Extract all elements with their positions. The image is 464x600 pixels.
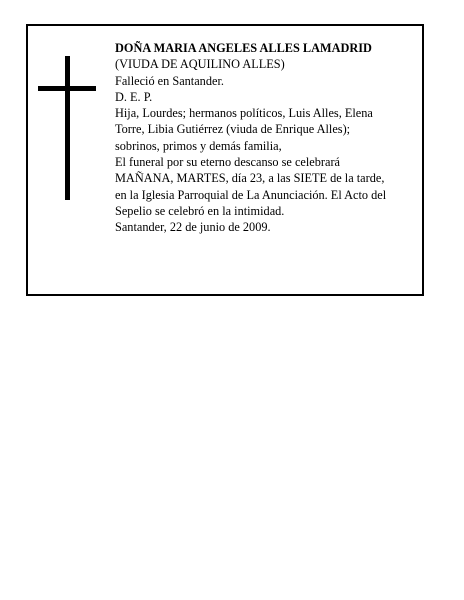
cross-vertical-bar	[65, 56, 70, 200]
funeral-line: Sepelio se celebró en la intimidad.	[115, 203, 285, 218]
funeral-line: en la Iglesia Parroquial de La Anunciación. El Acto del	[115, 187, 387, 202]
deceased-name: DOÑA MARIA ANGELES ALLES LAMADRID	[115, 41, 372, 55]
place-date: Santander, 22 de junio de 2009.	[115, 220, 271, 235]
family-line: sobrinos, primos y demás familia,	[115, 138, 282, 153]
obituary-notice	[26, 24, 424, 296]
funeral-line: El funeral por su eterno descanso se celebrará	[115, 155, 340, 170]
family-line: Hija, Lourdes; hermanos políticos, Luis Alles, Elena	[115, 106, 373, 121]
family-line: Torre, Libia Gutiérrez (viuda de Enrique Alles);	[115, 122, 351, 137]
widow-of: (VIUDA DE AQUILINO ALLES)	[115, 57, 285, 72]
notice-text	[115, 40, 420, 236]
death-place: Falleció en Santander.	[115, 73, 224, 88]
cross-horizontal-bar	[38, 86, 96, 91]
cross-icon	[38, 56, 96, 200]
rip-line: D. E. P.	[115, 89, 153, 104]
funeral-line: MAÑANA, MARTES, día 23, a las SIETE de la tarde,	[115, 171, 385, 186]
